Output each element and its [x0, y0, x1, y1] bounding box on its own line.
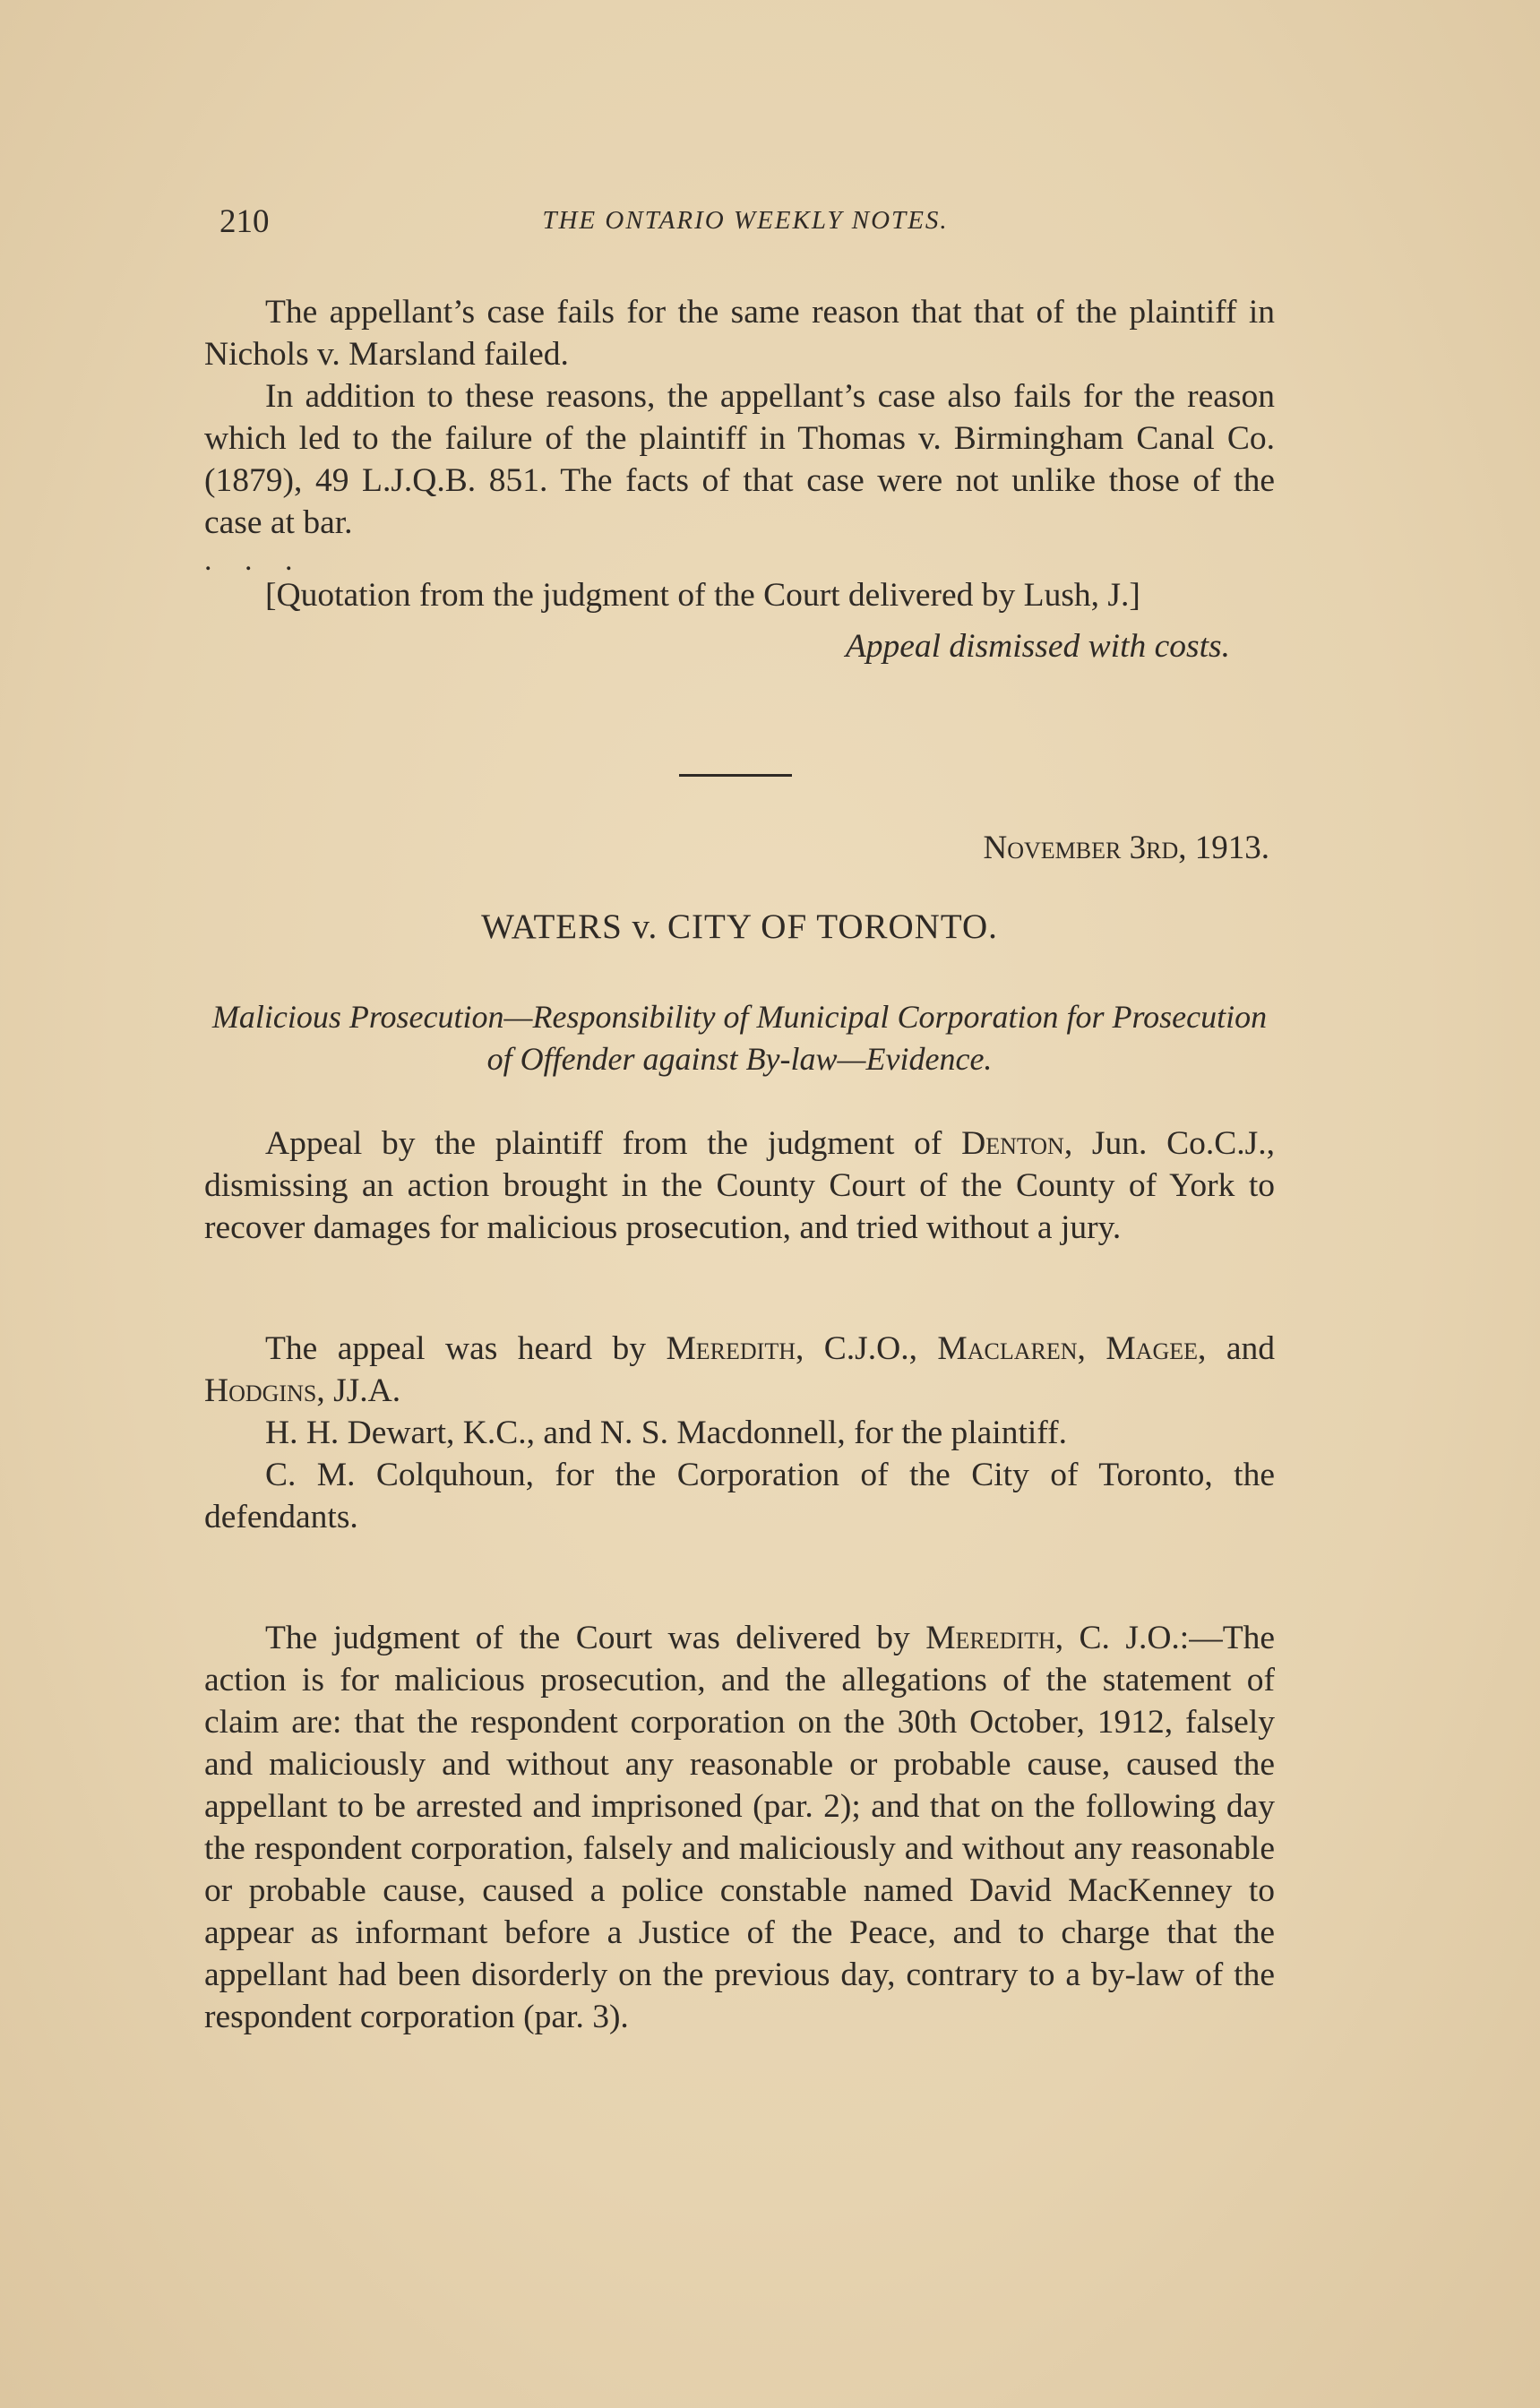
quotation-note: [Quotation from the judgment of the Court delivered by Lush, J.]: [265, 577, 1140, 614]
hearing-and-counsel: [204, 1328, 1275, 1538]
ellipsis: . . .: [204, 544, 305, 577]
page-header: [219, 202, 1271, 247]
judge-name: Meredith: [925, 1620, 1055, 1656]
appeal-paragraph: [204, 1122, 1275, 1249]
running-head: THE ONTARIO WEEKLY NOTES.: [542, 206, 949, 235]
paragraph: [204, 1617, 1275, 2038]
text-run: The appeal was heard by: [265, 1330, 667, 1367]
text-run: , Jun. Co.C.J., dismissing an action brought in the County Court of the County of York to recover damages for malicious prosecution, and tried without a jury.: [204, 1125, 1275, 1246]
case-title: WATERS v. CITY OF TORONTO.: [481, 907, 998, 946]
paragraph: [204, 1328, 1275, 1412]
text-run: , JJ.A.: [316, 1372, 401, 1409]
judge-name: Magee: [1106, 1330, 1199, 1367]
text-run: ,: [1077, 1330, 1106, 1367]
paragraph: [204, 1122, 1275, 1249]
text-run: , and: [1198, 1330, 1275, 1367]
section-divider: [679, 774, 792, 777]
case-result: Appeal dismissed with costs.: [845, 628, 1230, 665]
text-run: Appeal by the plaintiff from the judgment of: [265, 1125, 962, 1162]
judge-name: Meredith: [666, 1330, 796, 1367]
paragraph: In addition to these reasons, the appellant’s case also fails for the reason which led to the failure of the plaintiff in Thomas v. Birmingham Canal Co. (1879), 49 L.J.Q.B. 851. The facts of that case were not unlike those of the case at bar.: [204, 378, 1275, 541]
counsel-defendants: C. M. Colquhoun, for the Corporation of the City of Toronto, the defendants.: [204, 1457, 1275, 1535]
case-date: November 3rd, 1913.: [983, 830, 1269, 866]
text-run: , C.J.O.,: [795, 1330, 938, 1367]
text-run: The judgment of the Court was delivered by: [265, 1620, 926, 1656]
judge-name: Denton: [961, 1125, 1064, 1162]
page-number: 210: [219, 203, 270, 240]
counsel-plaintiff: H. H. Dewart, K.C., and N. S. Macdonnell, for the plaintiff.: [265, 1415, 1067, 1451]
judge-name: Hodgins: [204, 1372, 317, 1409]
prior-case-conclusion: [204, 291, 1275, 667]
paragraph: The appellant’s case fails for the same reason that that of the plaintiff in Nichols v. Marsland failed.: [204, 294, 1275, 373]
text-run: , C. J.O.:—The action is for malicious prosecution, and the allegations of the statement of claim are: that the respondent corporation on the 30th October, 1912, falsely and maliciously and without any reasonable or probable cause, caused the appellant to be arrested and imprisoned (par. 2); and that on the following day the respondent corporation, falsely and maliciously and without any reasonable or probable cause, caused a police constable named David MacKenney to appear as informant before a Justice of the Peace, and to charge that the appellant had been disorderly on the previous day, contrary to a by-law of the respondent corporation (par. 3).: [204, 1620, 1275, 2035]
case-headnote: Malicious Prosecution—Responsibility of Municipal Corporation for Prosecution of Offender against By-law—Evidence.: [211, 999, 1268, 1077]
judge-name: Maclaren: [937, 1330, 1078, 1367]
judgment-paragraph: [204, 1617, 1275, 2038]
